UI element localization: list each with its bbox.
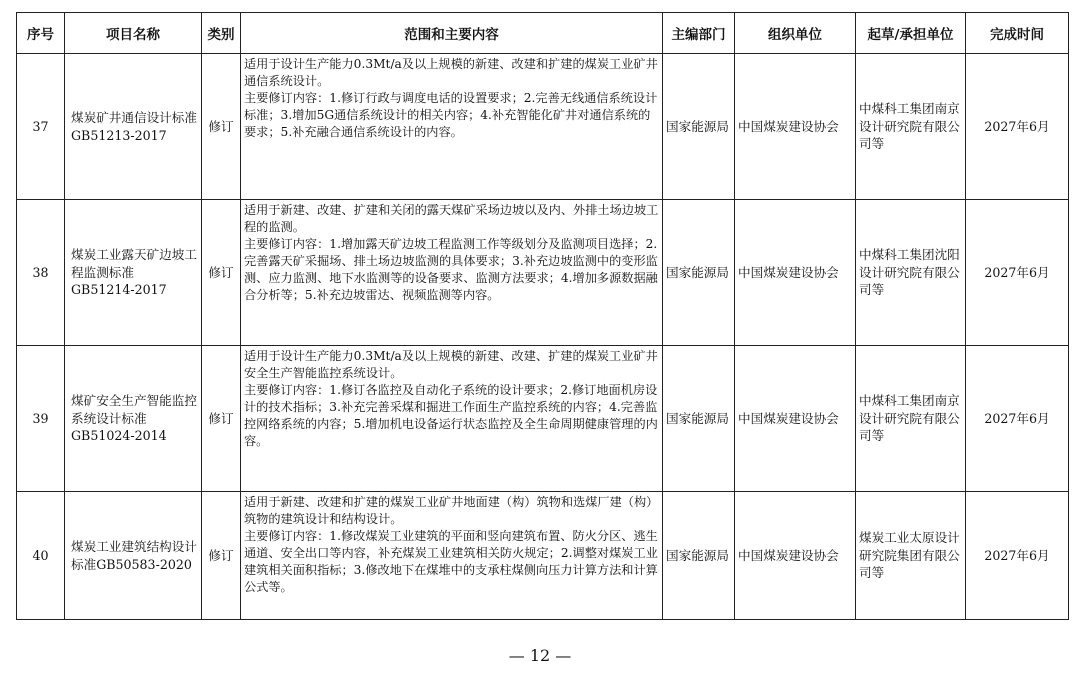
row-drafter: 煤炭工业太原设计研究院集团有限公司等 xyxy=(856,492,966,620)
row-chief-dept: 国家能源局 xyxy=(663,54,735,200)
row-completion: 2027年6月 xyxy=(966,200,1069,346)
row-project-name: 煤矿安全生产智能监控系统设计标准GB51024-2014 xyxy=(65,346,202,492)
row-project-name: 煤炭工业露天矿边坡工程监测标准GB51214-2017 xyxy=(65,200,202,346)
row-organizer: 中国煤炭建设协会 xyxy=(735,346,856,492)
row-serial: 38 xyxy=(17,200,65,346)
row-completion: 2027年6月 xyxy=(966,54,1069,200)
row-scope xyxy=(241,346,663,492)
row-completion: 2027年6月 xyxy=(966,346,1069,492)
row-project-name: 煤炭矿井通信设计标准GB51213-2017 xyxy=(65,54,202,200)
table-row xyxy=(17,54,1069,200)
row-serial: 39 xyxy=(17,346,65,492)
row-drafter: 中煤科工集团南京设计研究院有限公司等 xyxy=(856,346,966,492)
table-row xyxy=(17,492,1069,620)
row-completion: 2027年6月 xyxy=(966,492,1069,620)
row-category: 修订 xyxy=(202,346,241,492)
header-category: 类别 xyxy=(202,13,241,54)
row-category: 修订 xyxy=(202,492,241,620)
row-project-name: 煤炭工业建筑结构设计标准GB50583-2020 xyxy=(65,492,202,620)
row-serial: 37 xyxy=(17,54,65,200)
row-chief-dept: 国家能源局 xyxy=(663,492,735,620)
header-drafter: 起草/承担单位 xyxy=(856,13,966,54)
header-serial: 序号 xyxy=(17,13,65,54)
header-organizer: 组织单位 xyxy=(735,13,856,54)
row-scope-text: 适用于设计生产能力0.3Mt/a及以上规模的新建、改建、扩建的煤炭工业矿井安全生产智能监控系统设计。 主要修订内容：1.修订各监控及自动化子系统的设计要求；2.修订地面机房设计的技术指标；3.补充完善采煤和掘进工作面生产监控系统的内容；4.完善监控网络系统的内容；5.增加机电设备运行状态监控及全生命周期健康管理的内容。 xyxy=(244,349,658,448)
table-header-row xyxy=(17,13,1069,54)
row-category: 修订 xyxy=(202,200,241,346)
row-scope xyxy=(241,54,663,200)
row-scope xyxy=(241,200,663,346)
page-number: — 12 — xyxy=(508,646,572,665)
row-scope-text: 适用于设计生产能力0.3Mt/a及以上规模的新建、改建和扩建的煤炭工业矿井通信系统设计。 主要修订内容：1.修订行政与调度电话的设置要求；2.完善无线通信系统设计标准；3.增加5G通信系统设计的相关内容；4.补充智能化矿井对通信系统的要求；5.补充融合通信系统设计的内容。 xyxy=(244,57,658,139)
standards-table xyxy=(16,12,1069,620)
row-scope xyxy=(241,492,663,620)
row-drafter: 中煤科工集团南京设计研究院有限公司等 xyxy=(856,54,966,200)
table-row xyxy=(17,200,1069,346)
row-scope-text: 适用于新建、改建、扩建和关闭的露天煤矿采场边坡以及内、外排土场边坡工程的监测。 主要修订内容：1.增加露天矿边坡工程监测工作等级划分及监测项目选择；2.完善露天矿采掘场、排土场边坡监测的具体要求；3.补充边坡监测中的变形监测、应力监测、地下水监测等的设备要求、监测方法要求；4.增加多源数据融合分析等；5.补充边坡雷达、视频监测等内容。 xyxy=(244,203,659,302)
header-project-name: 项目名称 xyxy=(65,13,202,54)
row-category: 修订 xyxy=(202,54,241,200)
table-row xyxy=(17,346,1069,492)
header-chief-dept: 主编部门 xyxy=(663,13,735,54)
row-drafter: 中煤科工集团沈阳设计研究院有限公司等 xyxy=(856,200,966,346)
row-organizer: 中国煤炭建设协会 xyxy=(735,200,856,346)
row-scope-text: 适用于新建、改建和扩建的煤炭工业矿井地面建（构）筑物和选煤厂建（构）筑物的建筑设计和结构设计。 主要修订内容：1.修改煤炭工业建筑的平面和竖向建筑布置、防火分区、逃生通道、安全出口等内容，补充煤炭工业建筑相关防火规定；2.调整对煤炭工业建筑相关面积指标；3.修改地下在煤堆中的支承柱煤侧向压力计算方法和计算公式等。 xyxy=(244,495,659,594)
header-completion: 完成时间 xyxy=(966,13,1069,54)
row-organizer: 中国煤炭建设协会 xyxy=(735,492,856,620)
row-chief-dept: 国家能源局 xyxy=(663,200,735,346)
row-serial: 40 xyxy=(17,492,65,620)
row-chief-dept: 国家能源局 xyxy=(663,346,735,492)
standards-table-container xyxy=(16,12,1068,620)
row-organizer: 中国煤炭建设协会 xyxy=(735,54,856,200)
header-scope: 范围和主要内容 xyxy=(241,13,663,54)
